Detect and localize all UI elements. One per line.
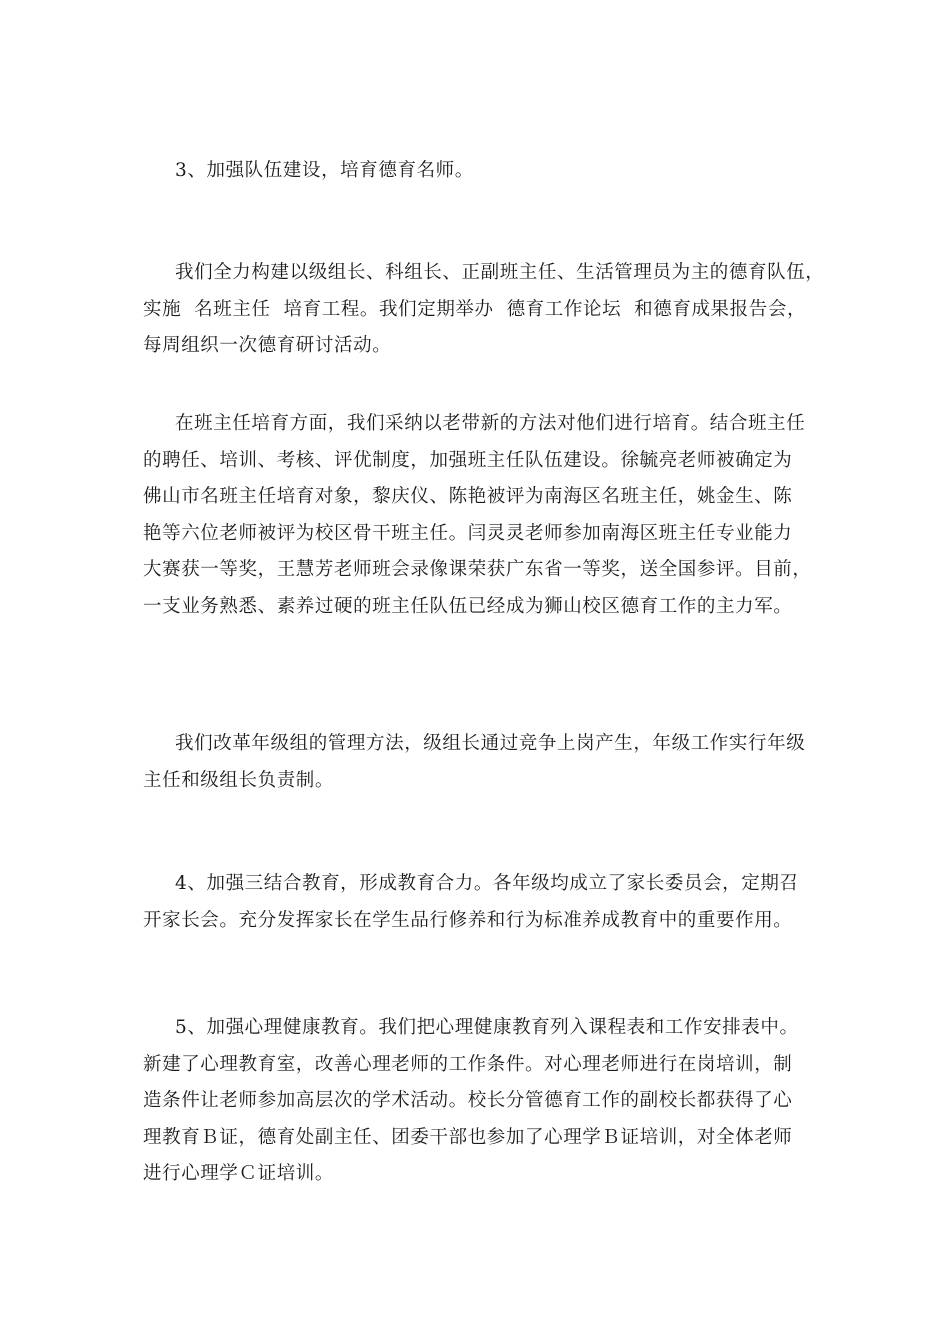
text-line: 艳等六位老师被评为校区骨干班主任。闫灵灵老师参加南海区班主任专业能力 bbox=[143, 522, 793, 544]
paragraph-grade-reform bbox=[143, 726, 843, 799]
text-line: 我们全力构建以级组长、科组长、正副班主任、生活管理员为主的德育队伍， bbox=[175, 262, 825, 283]
text-line: 在班主任培育方面，我们采纳以老带新的方法对他们进行培育。结合班主任 bbox=[175, 413, 806, 434]
paragraph-team-building bbox=[143, 255, 843, 365]
text-line: 一支业务熟悉、素养过硬的班主任队伍已经成为狮山校区德育工作的主力军。 bbox=[143, 595, 793, 617]
paragraph-head-teacher-training bbox=[143, 406, 843, 625]
text-line: 3、加强队伍建设，培育德育名师。 bbox=[175, 160, 474, 181]
text-line: 造条件让老师参加高层次的学术活动。校长分管德育工作的副校长都获得了心 bbox=[143, 1090, 793, 1111]
text-line: 我们改革年级组的管理方法，级组长通过竞争上岗产生，年级工作实行年级 bbox=[175, 733, 806, 754]
text-line: 大赛获一等奖，王慧芳老师班会录像课荣获广东省一等奖，送全国参评。目前， bbox=[143, 559, 812, 580]
text-line: 每周组织一次德育研讨活动。 bbox=[143, 335, 392, 356]
paragraph-heading-3 bbox=[143, 153, 843, 190]
text-line: 的聘任、培训、考核、评优制度，加强班主任队伍建设。徐毓亮老师被确定为 bbox=[143, 449, 793, 471]
paragraph-heading-5 bbox=[143, 1010, 843, 1193]
text-line: 4、加强三结合教育，形成教育合力。各年级均成立了家长委员会，定期召 bbox=[175, 873, 799, 894]
text-line: 理教育Ｂ证，德育处副主任、团委干部也参加了心理学Ｂ证培训，对全体老师 bbox=[143, 1126, 793, 1148]
text-line: 5、加强心理健康教育。我们把心理健康教育列入课程表和工作安排表中。 bbox=[175, 1017, 799, 1038]
text-line: 佛山市名班主任培育对象，黎庆仪、陈艳被评为南海区名班主任，姚金生、陈 bbox=[143, 486, 793, 507]
paragraph-heading-4 bbox=[143, 866, 843, 939]
text-line: 新建了心理教育室，改善心理老师的工作条件。对心理老师进行在岗培训，制 bbox=[143, 1053, 793, 1075]
text-line: 主任和级组长负责制。 bbox=[143, 769, 335, 791]
text-line: 进行心理学Ｃ证培训。 bbox=[143, 1163, 335, 1184]
text-line: 开家长会。充分发挥家长在学生品行修养和行为标准养成教育中的重要作用。 bbox=[143, 909, 793, 931]
text-line: 实施 名班主任 培育工程。我们定期举办 德育工作论坛 和德育成果报告会， bbox=[143, 298, 807, 320]
